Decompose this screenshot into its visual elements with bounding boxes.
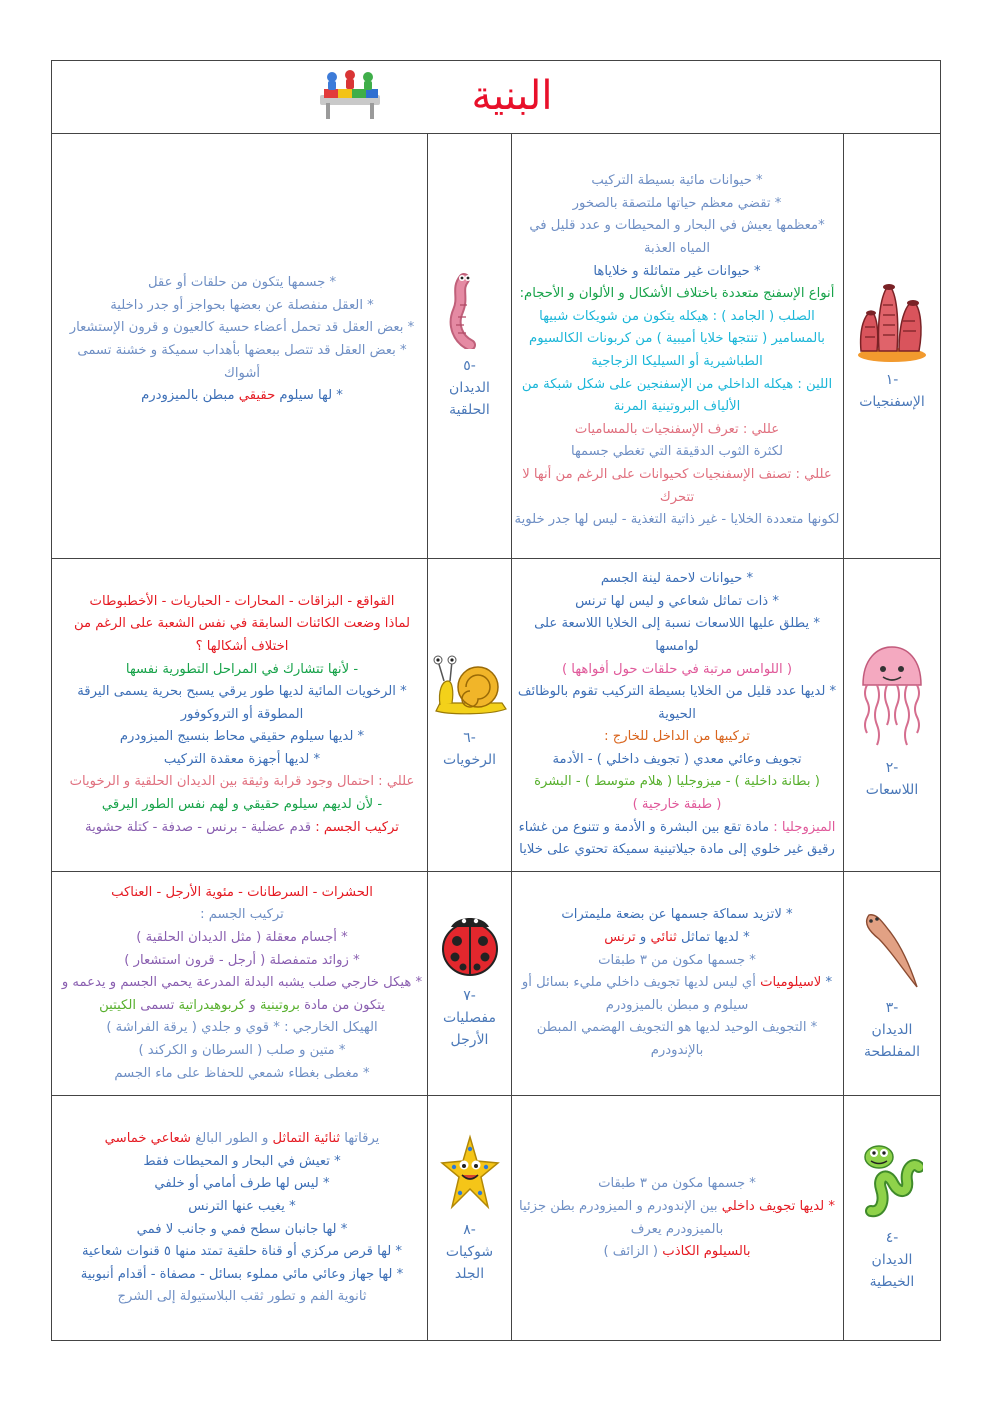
sponge-icon xyxy=(851,271,933,363)
row-divider xyxy=(52,558,940,559)
text-fragment: تركيب الجسم : xyxy=(315,819,399,835)
text-line: تجويف وعائي معدي ( تجويف داخلي ) - الأدمة xyxy=(552,751,802,767)
text-line: * يغيب عنها الترنس xyxy=(188,1198,296,1214)
row-divider xyxy=(52,871,940,872)
text-fragment: و الطور البالغ xyxy=(195,1131,269,1147)
text-line: * لاتزيد سماكة جسمها عن بضعة مليمترات xyxy=(561,907,793,923)
group-description xyxy=(514,147,840,555)
text-line: ( اللوامس مرتبة في حلقات حول أفواهها ) xyxy=(561,661,793,677)
text-line: * الرخويات المائية لديها طور يرقي يسبح بحرية يسمى اليرقة المطوقة أو التروكوفور xyxy=(77,684,407,722)
group-description xyxy=(60,1098,424,1339)
text-line: * حيوانات لاحمة لينة الجسم xyxy=(600,571,754,587)
text-fragment: شعاعي خماسي xyxy=(104,1131,191,1147)
text-fragment: أي ليس لديها تجويف داخلي مليء بسائل أو سيلوم و مبطن بالميزودرم xyxy=(521,975,756,1013)
flatworm-icon xyxy=(861,909,923,991)
text-line: الهيكل الخارجي : * قوي و جلدي ( يرقة الفراشة ) xyxy=(106,1020,378,1036)
text-line: * متين و صلب ( السرطان و الكركند ) xyxy=(138,1042,346,1058)
text-fragment: حقيقي xyxy=(238,388,276,404)
text-fragment: قدم عضلية - برنس - صدفة - كتلة حشوية xyxy=(85,819,312,835)
text-line: عللي : احتمال وجود قرابة وثيقة بين الديدان الحلقية و الرخويات xyxy=(69,774,415,790)
text-line: ( بطانة داخلية ) - ميزوجليا ( هلام متوسط ) - البشرة xyxy=(534,774,820,790)
group-arthropods xyxy=(428,909,511,1051)
text-line: لماذا وضعت الكائنات السابقة في نفس الشعبة على الرغم من اختلاف أشكالها ؟ xyxy=(73,616,410,654)
title-row xyxy=(52,61,940,134)
group-name: -٨ شوكيات الجلد xyxy=(445,1222,494,1282)
text-line: * حيوانات غير متماثلة و خلاياها xyxy=(593,263,761,279)
text-fragment: * xyxy=(825,975,833,991)
text-fragment: ( الزائف ) xyxy=(603,1244,659,1260)
text-fragment: الميزوجليا : xyxy=(773,819,836,835)
text-line xyxy=(60,1128,424,1151)
roundworm-icon xyxy=(861,1141,923,1221)
text-line: الحشرات - السرطانات - مئوية الأرجل - العناكب xyxy=(111,884,373,900)
text-line xyxy=(60,817,424,840)
text-line: ثانوية الفم و تطور ثقب البلاستيولة إلى الشرج xyxy=(117,1289,367,1305)
group-description xyxy=(60,255,424,425)
text-line: * لديها سيلوم حقيقي محاط بنسيج الميزودرم xyxy=(119,729,365,745)
text-line: * العقل منفصلة عن بعضها بحواجز أو جدر داخلية xyxy=(110,297,374,313)
group-cnidarians xyxy=(844,641,940,801)
text-line: * جسمها يتكون من حلقات أو عقل xyxy=(147,275,337,291)
text-line: * لديها أجهزة معقدة التركيب xyxy=(163,751,321,767)
text-line: * زوائد متمفصلة ( أرجل - قرون استشعار ) xyxy=(124,952,360,968)
classification-table xyxy=(51,60,941,1341)
text-line: * تقضي معظم حياتها ملتصقة بالصخور xyxy=(572,195,782,211)
text-line xyxy=(60,385,424,408)
starfish-icon xyxy=(440,1133,500,1213)
text-line: * يطلق عليها اللاسعات نسبة إلى الخلايا اللاسعة على لوامسها xyxy=(534,616,820,654)
text-fragment: مادة تقع بين البشرة و الأدمة و تتنوع من غشاء رقيق غير خلوي إلى مادة جيلاتينية سميكة تحتوي على خلايا xyxy=(518,819,835,858)
text-line xyxy=(514,927,840,950)
text-fragment: ثنائية التماثل xyxy=(272,1131,341,1147)
group-description xyxy=(60,561,424,869)
text-fragment: كربوهيدراتية xyxy=(178,997,246,1013)
text-line xyxy=(514,972,840,1017)
group-roundworms xyxy=(844,1141,940,1293)
group-name: -٣ الديدان المفلطحة xyxy=(864,1000,920,1060)
text-line xyxy=(514,817,840,862)
text-fragment: تسمى xyxy=(140,997,175,1013)
text-line: تركيب الجسم : xyxy=(200,907,284,923)
text-line: *معظمها يعيش في البحار و المحيطات و عدد قليل في المياه العذبة xyxy=(529,218,825,257)
text-line: القواقع - البزاقات - المحارات - الحباريات - الأخطبوطات xyxy=(89,593,395,609)
row-divider xyxy=(52,1095,940,1096)
text-fragment: الكيتين xyxy=(99,997,137,1013)
page-title: البنية xyxy=(471,73,553,119)
text-line: * حيوانات مائية بسيطة التركيب xyxy=(591,173,763,189)
text-line: - لأن لديهم سيلوم حقيقي و لهم نفس الطور اليرقي xyxy=(101,797,383,813)
earthworm-icon xyxy=(444,269,496,349)
text-line: * ليس لها طرف أمامي أو خلفي xyxy=(154,1176,330,1192)
text-fragment: ثنائي xyxy=(650,930,677,946)
text-line: * جسمها مكون من ٣ طبقات xyxy=(598,1176,756,1192)
text-line xyxy=(514,1241,840,1264)
group-name: -١ الإسفنجيات xyxy=(859,372,925,410)
text-line: عللي : تصنف الإسفنجيات كحيوانات على الرغم من أنها لا تتحرك xyxy=(522,466,832,505)
group-mollusks xyxy=(428,651,511,771)
group-annelids xyxy=(428,269,511,421)
text-fragment: لاسيلوميات xyxy=(760,975,822,991)
text-fragment: و xyxy=(639,930,647,946)
text-fragment: * لديها تماثل xyxy=(681,930,750,946)
text-line: * لها جهاز وعائي مائي مملوء بسائل - مصفاة - أقدام أنبوبية xyxy=(80,1266,404,1282)
text-line: الصلب ( الجامد ) : هيكله يتكون من شويكات شبيها بالمسامير ( تنتجها خلايا أميبية ) من كربونات الكالسيوم الطباشيرية أو السيليكا الزجاجية xyxy=(529,308,825,369)
text-line: * مغطى بغطاء شمعي للحفاظ على ماء الجسم xyxy=(114,1065,370,1081)
text-fragment: بروتينية xyxy=(259,997,300,1013)
text-fragment: * هيكل خارجي صلب يشبه البدلة المدرعة يحمي الجسم و يدعمه و يتكون من مادة xyxy=(61,975,423,1013)
group-echinoderms xyxy=(428,1133,511,1285)
text-fragment: مبطن بالميزودرم xyxy=(141,388,235,404)
text-line xyxy=(60,972,424,1017)
text-line: تركيبها من الداخل للخارج : xyxy=(604,729,750,745)
text-fragment: بين الإندودرم و الميزودرم بطن جزئيا بالميزودرم يعرف xyxy=(519,1198,724,1237)
group-name: -٤ الديدان الخيطية xyxy=(869,1230,915,1290)
group-description xyxy=(514,1098,840,1339)
snail-icon xyxy=(430,651,510,721)
text-fragment: و xyxy=(249,997,256,1013)
text-line: أنواع الإسفنج متعددة باختلاف الأشكال و الألوان و الأحجام: xyxy=(519,286,835,302)
text-line: * جسمها مكون من ٣ طبقات xyxy=(598,952,756,968)
text-line xyxy=(514,1196,840,1241)
group-description xyxy=(514,874,840,1093)
group-name: -٧ مفصليات الأرجل xyxy=(442,988,497,1048)
text-line: * أجسام معقلة ( مثل الديدان الحلقية ) xyxy=(136,930,348,946)
group-description xyxy=(514,561,840,869)
text-fragment: يرقاتها xyxy=(344,1131,380,1147)
group-name: -٥ الديدان الحلقية xyxy=(449,358,490,418)
text-line: ( طبقة خارجية ) xyxy=(632,797,722,813)
text-fragment: بالسيلوم الكاذب xyxy=(662,1244,751,1260)
text-line: لكثرة الثوب الدقيقة التي تغطي جسمها xyxy=(570,444,784,460)
text-line: * التجويف الوحيد لديها هو التجويف الهضمي المبطن بالإندودرم xyxy=(536,1020,818,1058)
text-line: * لها قرص مركزي أو قناة حلقية تمتد منها ٥ قنوات شعاعية xyxy=(81,1244,402,1260)
puzzle-team-icon xyxy=(314,69,386,123)
group-description xyxy=(60,874,424,1093)
ladybug-icon xyxy=(437,909,503,979)
group-name: -٦ الرخويات xyxy=(442,730,497,768)
text-line: * بعض العقل قد تحمل أعضاء حسية كالعيون و قرون الإستشعار xyxy=(69,320,415,336)
jellyfish-icon xyxy=(857,641,927,751)
group-flatworms xyxy=(844,909,940,1063)
text-fragment: * لها سيلوم xyxy=(279,388,343,404)
text-line: * تعيش في البحار و المحيطات فقط xyxy=(143,1153,341,1169)
text-line: * لها جانبان سطح فمي و جانب لا فمي xyxy=(136,1221,348,1237)
text-line: * بعض العقل قد تتصل ببعضها بأهداب سميكة و خشنة تسمى أشواك xyxy=(77,343,407,381)
text-line: - لأنها تتشارك في المراحل التطورية نفسها xyxy=(125,661,359,677)
text-line: عللي : تعرف الإسفنجيات بالمساميات xyxy=(574,421,780,437)
text-fragment: ترنس xyxy=(604,930,636,946)
text-line: * لديها عدد قليل من الخلايا بسيطة التركيب تقوم بالوظائف الحيوية xyxy=(517,684,837,722)
group-sponges xyxy=(844,271,940,413)
column-divider xyxy=(511,133,512,1341)
text-line: * ذات تماثل شعاعي و ليس لها ترنس xyxy=(575,593,779,609)
group-name: -٢ اللاسعات xyxy=(865,760,919,798)
text-line: لكونها متعددة الخلايا - غير ذاتية التغذية - ليس لها جدر خلوية xyxy=(514,512,840,528)
text-line: اللين : هيكله الداخلي من الإسفنجين على شكل شبكة من الألياف البروتينية المرنة xyxy=(521,376,833,415)
text-fragment: * لديها تجويف داخلي xyxy=(721,1198,835,1214)
